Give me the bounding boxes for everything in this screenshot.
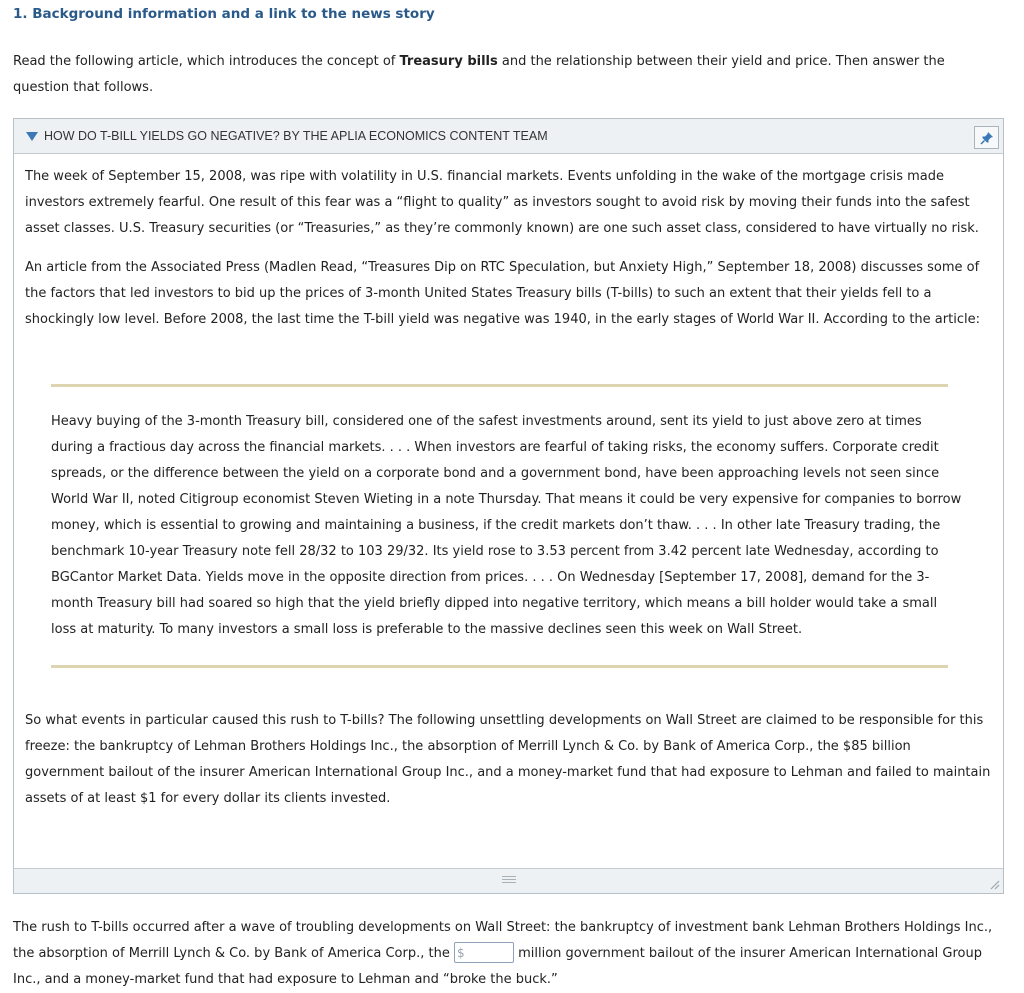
pin-icon — [980, 131, 994, 145]
bailout-amount-input[interactable] — [465, 944, 513, 962]
article-panel-header[interactable] — [14, 119, 1003, 154]
currency-symbol: $ — [456, 945, 465, 960]
intro-bold-term: Treasury bills — [399, 54, 498, 69]
article-paragraph-1: The week of September 15, 2008, was ripe with volatility in U.S. financial markets. Events unfolding in the wake of the mortgage crisis made investors extremely fearful. One result of this fear was a “flight to quality” as investors sought to avoid risk by moving their funds into the safest asset classes. U.S. Treasury securities (or “Treasuries,” as they’re commonly known) are one such asset class, considered to have virtually no risk. — [25, 169, 979, 236]
article-paragraph-2: An article from the Associated Press (Madlen Read, “Treasures Dip on RTC Speculation, but Anxiety High,” September 18, 2008) discusses some of the factors that led investors to bid up the prices of 3-month United States Treasury bills (T-bills) to such an extent that their yields fell to a shockingly low level. Before 2008, the last time the T-bill yield was negative was 1940, in the early stages of World War II. According to the article: — [25, 260, 980, 327]
answer-after: million government bailout of the insurer American International Group Inc., and a money-market fund that had exposure to Lehman and “broke the buck.” — [13, 946, 982, 987]
article-paragraph-3: So what events in particular caused this rush to T-bills? The following unsettling developments on Wall Street are claimed to be responsible for this freeze: the bankruptcy of Lehman Brothers Holdings Inc., the absorption of Merrill Lynch & Co. by Bank of America Corp., the $85 billion government bailout of the insurer American International Group Inc., and a money-market fund that had exposure to Lehman and failed to maintain assets of at least $1 for every dollar its clients invested. — [25, 713, 991, 806]
grip-icon[interactable] — [502, 876, 516, 886]
article-panel-footer — [14, 868, 1003, 893]
intro-text — [13, 49, 973, 101]
section-heading: 1. Background information and a link to the news story — [13, 6, 435, 22]
intro-after: and the relationship between their yield and price. Then answer the question that follows. — [13, 54, 945, 95]
resize-icon[interactable] — [988, 878, 1000, 890]
pin-button[interactable] — [974, 126, 999, 149]
article-quote: Heavy buying of the 3-month Treasury bill, considered one of the safest investments around, sent its yield to just above zero at times during a fractious day across the financial markets. . . . When investors are fearful of taking risks, the economy suffers. Corporate credit spreads, or the difference between the yield on a corporate bond and a government bond, have been approaching levels not seen since World War II, noted Citigroup economist Steven Wieting in a note Thursday. That means it could be very expensive for companies to borrow money, which is essential to growing and maintaining a business, if the credit markets don’t thaw. . . . In other late Treasury trading, the benchmark 10-year Treasury note fell 28/32 to 103 29/32. Its yield rose to 3.53 percent from 3.42 percent late Wednesday, according to BGCantor Market Data. Yields move in the opposite direction from prices. . . . On Wednesday [September 17, 2008], demand for the 3-month Treasury bill had soared so high that the yield briefly dipped into negative territory, which means a bill holder would take a small loss at maturity. To many investors a small loss is preferable to the massive declines seen this week on Wall Street. — [51, 414, 962, 637]
intro-before: Read the following article, which introduces the concept of — [13, 54, 400, 69]
bailout-amount-field[interactable] — [454, 942, 514, 963]
article-panel-body — [14, 154, 1003, 868]
triangle-down-icon[interactable] — [26, 132, 38, 141]
answer-text — [13, 915, 1013, 993]
article-panel-title[interactable]: HOW DO T-BILL YIELDS GO NEGATIVE? BY THE APLIA ECONOMICS CONTENT TEAM — [44, 129, 548, 143]
answer-before: The rush to T-bills occurred after a wave of troubling developments on Wall Street: the bankruptcy of investment bank Lehman Brothers Holdings Inc., the absorption of Merrill Lynch & Co. by Bank of America Corp., the — [13, 920, 993, 961]
article-panel — [13, 118, 1004, 894]
